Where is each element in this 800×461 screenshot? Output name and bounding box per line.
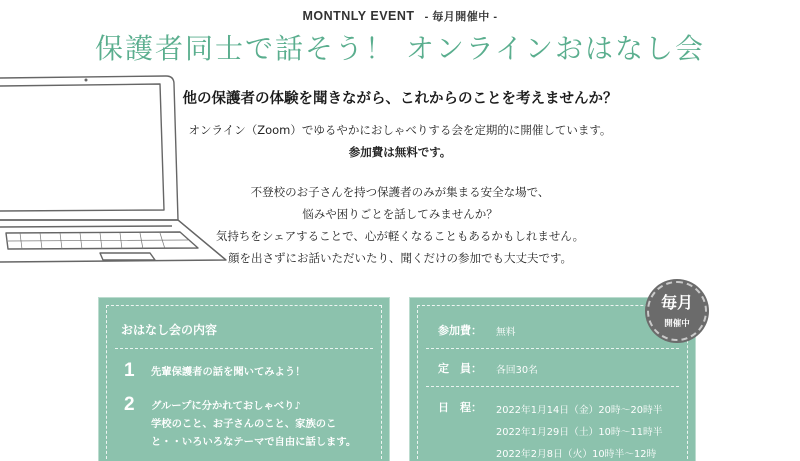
badge-bottom-text: 開催中 [664,319,690,329]
schedule-date: 2022年2月8日（火）10時半〜12時 [496,449,657,460]
intro-paragraph-1 [160,119,640,163]
page-title: 保護者同士で話そう！ オンラインおはなし会 [94,32,706,65]
intro-line: 悩みや困りごとを話してみませんか？ [302,207,498,221]
step-line: 先輩保護者の話を聞いてみよう！ [151,366,306,378]
schedule-label: 日 程： [438,401,482,414]
divider [426,348,679,349]
step-line: グループに分かれておしゃべり♪ [151,400,301,412]
badge-top-text: 毎月 [660,293,693,312]
schedule-date: 2022年1月29日（土）10時〜11時半 [496,427,663,438]
step-text [151,363,377,381]
info-card-inner [417,305,688,461]
fee-value: 無料 [496,327,516,338]
content-card [98,297,390,461]
eyebrow-label: MONTNLY EVENT [302,9,415,23]
eyebrow-sub: - 毎月開催中 - [424,11,498,23]
lead-question: 他の保護者の体験を聞きながら、これからのことを考えませんか？ [182,91,618,107]
event-eyebrow [0,8,800,24]
monthly-badge [647,281,707,341]
intro-line: オンライン（Zoom）でゆるやかにおしゃべりする会を定期的に開催しています。 [188,123,612,137]
intro-line: 顔を出さずにお話いただいたり、聞くだけの参加でも大丈夫です。 [227,251,573,265]
intro-paragraph-2 [160,181,640,269]
content-card-title: おはなし会の内容 [121,323,218,337]
divider [115,348,373,349]
step-line: 学校のこと、お子さんのこと、家族のこ [151,418,337,430]
step-text [151,397,377,451]
fee-label: 参加費： [438,324,482,337]
schedule-date: 2022年1月14日（金）20時〜20時半 [496,405,663,416]
intro-line: 不登校のお子さんを持つ保護者のみが集まる安全な場で、 [250,185,550,199]
divider [426,386,679,387]
content-card-inner [106,305,382,461]
capacity-label: 定 員： [438,362,482,375]
capacity-value: 各回30名 [496,365,538,376]
step-number: 1 [124,360,135,381]
step-line: と・・いろいろなテーマで自由に話します。 [151,436,357,448]
intro-line: 気持ちをシェアすることで、心が軽くなることもあるかもしれません。 [215,229,585,243]
step-number: 2 [124,394,135,415]
fee-note: 参加費は無料です。 [348,145,452,159]
